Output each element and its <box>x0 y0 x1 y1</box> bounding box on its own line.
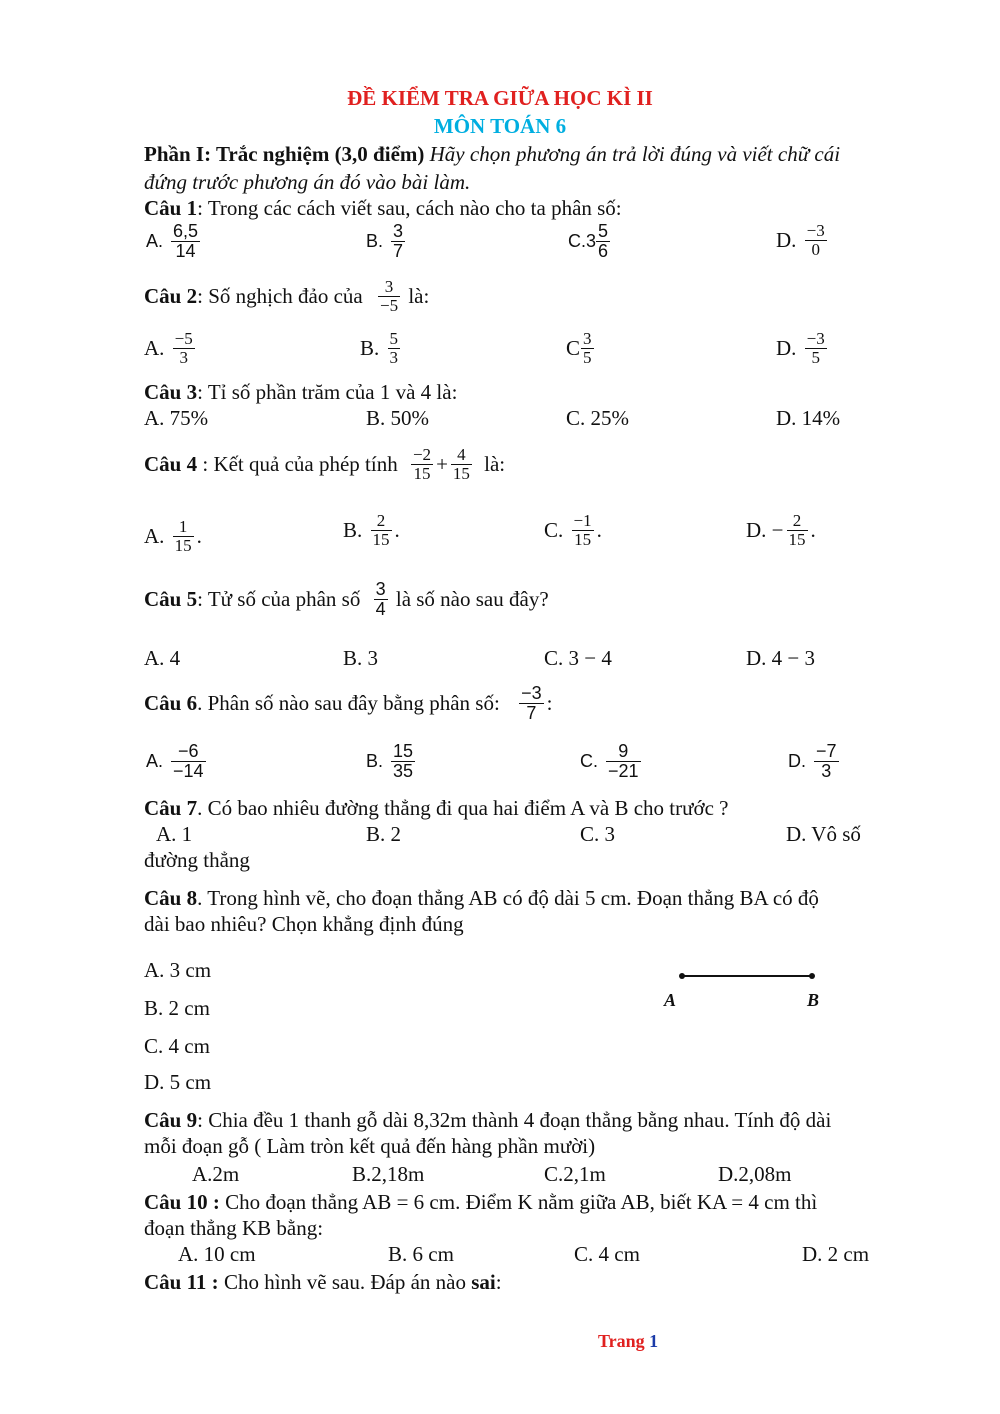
question-2: Câu 2: Số nghịch đảo của $\frac{3}{-5}$ là: <box>144 277 430 315</box>
q9-option-c[interactable]: C.2,1m <box>544 1162 606 1186</box>
part1-instruction-1: Hãy chọn phương án trả lời đúng và viết chữ cái <box>429 142 841 166</box>
segment-ab-figure <box>670 966 830 1016</box>
point-b-dot <box>809 973 815 979</box>
q3-option-d[interactable]: D. 14% <box>776 406 841 430</box>
part1-line1 <box>144 142 840 167</box>
q7-option-b[interactable]: B. 2 <box>366 822 402 846</box>
subject-title: MÔN TOÁN 6 <box>433 114 567 138</box>
part1-instruction-2: đứng trước phương án đó vào bài làm. <box>144 170 471 194</box>
q10-option-c[interactable]: C. 4 cm <box>574 1242 640 1266</box>
question-9: Câu 9: Chia đều 1 thanh gỗ dài 8,32m thành 4 đoạn thẳng bằng nhau. Tính độ dài <box>144 1108 832 1132</box>
q8-option-b[interactable]: B. 2 cm <box>144 996 210 1020</box>
q4-option-d[interactable]: D. − $\frac{2}{15}$ . <box>746 511 816 549</box>
q2-option-b[interactable]: B. $\frac{5}{3}$ <box>360 329 399 367</box>
q9-option-d[interactable]: D.2,08m <box>718 1162 792 1186</box>
q9-option-a[interactable]: A.2m <box>192 1162 240 1186</box>
question-8-line2: dài bao nhiêu? Chọn khẳng định đúng <box>144 912 464 936</box>
q1-option-a[interactable]: A. $\frac{6,5}{14}$ <box>146 221 199 261</box>
q5-option-c[interactable]: C. 3 − 4 <box>544 646 612 670</box>
q9-option-b[interactable]: B.2,18m <box>352 1162 425 1186</box>
q8-option-d[interactable]: D. 5 cm <box>144 1070 212 1094</box>
exam-title: ĐỀ KIỂM TRA GIỮA HỌC KÌ II <box>347 86 653 110</box>
q4-option-a[interactable]: A. $\frac{1}{15}$ . <box>144 517 202 555</box>
q8-option-a[interactable]: A. 3 cm <box>144 958 212 982</box>
q5-option-b[interactable]: B. 3 <box>343 646 379 670</box>
q4-option-c[interactable]: C. $\frac{-1}{15}$ . <box>544 511 602 549</box>
q2-option-c[interactable]: C $\frac{3}{5}$ <box>566 329 592 367</box>
q10-option-a[interactable]: A. 10 cm <box>178 1242 256 1266</box>
part1-heading: Phần I: Trắc nghiệm (3,0 điểm) <box>144 142 425 166</box>
q1-option-b[interactable]: B. $\frac{3}{7}$ <box>366 221 404 261</box>
question-8: Câu 8. Trong hình vẽ, cho đoạn thẳng AB có độ dài 5 cm. Đoạn thẳng BA có độ <box>144 886 819 910</box>
q3-option-a[interactable]: A. 75% <box>144 406 209 430</box>
q5-option-a[interactable]: A. 4 <box>144 646 181 670</box>
point-a-label: A <box>664 990 677 1010</box>
page-label: Trang <box>598 1331 645 1351</box>
question-10: Câu 10 : Cho đoạn thẳng AB = 6 cm. Điểm K nằm giữa AB, biết KA = 4 cm thì <box>144 1190 818 1214</box>
q2-option-a[interactable]: A. $\frac{-5}{3}$ <box>144 329 193 367</box>
q7-option-d[interactable]: D. Vô số <box>786 822 861 846</box>
question-9-line2: mỗi đoạn gỗ ( Làm tròn kết quả đến hàng phần mười) <box>144 1134 596 1158</box>
question-text: : Trong các cách viết sau, cách nào cho ta phân số: <box>197 196 622 220</box>
question-5: Câu 5: Tử số của phân số $\frac{3}{4}$ là số nào sau đây? <box>144 579 549 619</box>
q1-option-c[interactable]: C.3 $\frac{5}{6}$ <box>568 221 609 261</box>
q7-option-c[interactable]: C. 3 <box>580 822 616 846</box>
question-3: Câu 3: Tỉ số phần trăm của 1 và 4 là: <box>144 380 458 404</box>
point-b-label: B <box>807 990 820 1010</box>
q8-option-c[interactable]: C. 4 cm <box>144 1034 210 1058</box>
q2-option-d[interactable]: D. $\frac{-3}{5}$ <box>776 329 825 367</box>
question-10-line2: đoạn thẳng KB bằng: <box>144 1216 324 1240</box>
question-1 <box>144 196 622 221</box>
q4-option-b[interactable]: B. $\frac{2}{15}$ . <box>343 511 400 549</box>
point-a-dot <box>679 973 685 979</box>
q1-option-d[interactable]: D. $\frac{-3}{0}$ <box>776 221 825 259</box>
page-number: 1 <box>649 1331 659 1351</box>
page-footer <box>598 1331 658 1352</box>
question-4: Câu 4 : Kết quả của phép tính $\frac{-2}{15}$ + $\frac{4}{15}$ là: <box>144 445 506 483</box>
question-11: Câu 11 : Cho hình vẽ sau. Đáp án nào sai: <box>144 1270 502 1294</box>
q7-option-a[interactable]: A. 1 <box>156 822 193 846</box>
q3-option-c[interactable]: C. 25% <box>566 406 629 430</box>
q5-option-d[interactable]: D. 4 − 3 <box>746 646 816 670</box>
q6-option-a[interactable]: A. $\frac{-6}{-14}$ <box>146 741 204 781</box>
q10-option-d[interactable]: D. 2 cm <box>802 1242 870 1266</box>
question-label: Câu 1 <box>144 196 198 220</box>
q7-option-d-continued: đường thẳng <box>144 848 250 872</box>
question-6: Câu 6. Phân số nào sau đây bằng phân số: $\frac{-3}{7}$ : <box>144 683 553 723</box>
q10-option-b[interactable]: B. 6 cm <box>388 1242 454 1266</box>
q6-option-c[interactable]: C. $\frac{9}{-21}$ <box>580 741 639 781</box>
q6-option-d[interactable]: D. $\frac{-7}{3}$ <box>788 741 837 781</box>
q6-option-b[interactable]: B. $\frac{15}{35}$ <box>366 741 414 781</box>
q3-option-b[interactable]: B. 50% <box>366 406 429 430</box>
question-7: Câu 7. Có bao nhiêu đường thẳng đi qua hai điểm A và B cho trước ? <box>144 796 729 820</box>
